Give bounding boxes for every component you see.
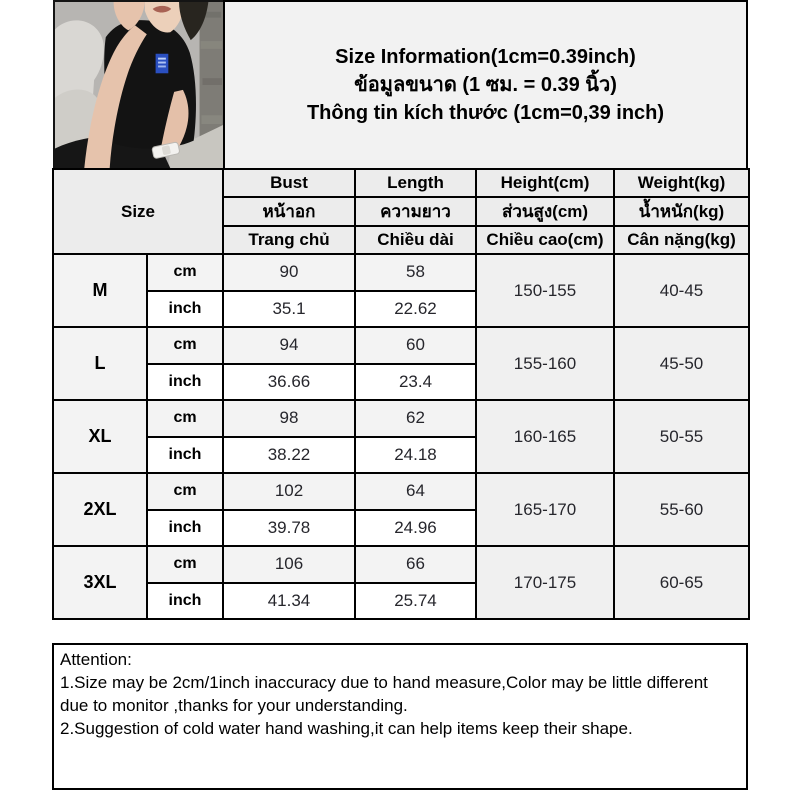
size-label: M xyxy=(53,254,147,327)
length-cm-value: 60 xyxy=(355,327,476,364)
bust-cm-value: 94 xyxy=(223,327,355,364)
table-row xyxy=(53,400,749,437)
height-range: 165-170 xyxy=(476,473,614,546)
weight-range: 55-60 xyxy=(614,473,749,546)
col-header-weight-vi: Cân nặng(kg) xyxy=(614,226,749,254)
title-box xyxy=(223,0,748,170)
col-header-bust-th: หน้าอก xyxy=(223,197,355,226)
bust-inch-value: 38.22 xyxy=(223,437,355,474)
col-header-length-en: Length xyxy=(355,169,476,197)
size-label: L xyxy=(53,327,147,400)
size-label: 3XL xyxy=(53,546,147,619)
table-row xyxy=(53,254,749,291)
bust-cm-value: 102 xyxy=(223,473,355,510)
attention-heading: Attention: xyxy=(60,650,132,669)
col-header-weight-th: น้ำหนัก(kg) xyxy=(614,197,749,226)
attention-note-1: 1.Size may be 2cm/1inch inaccuracy due to hand measure,Color may be little different due to monitor ,thanks for your understanding. xyxy=(60,673,708,715)
unit-label-cm: cm xyxy=(147,473,223,510)
bust-inch-value: 36.66 xyxy=(223,364,355,401)
col-header-bust-vi: Trang chủ xyxy=(223,226,355,254)
col-header-height-en: Height(cm) xyxy=(476,169,614,197)
size-table xyxy=(52,168,750,620)
header-row-en xyxy=(53,169,749,197)
height-range: 170-175 xyxy=(476,546,614,619)
length-inch-value: 24.96 xyxy=(355,510,476,547)
unit-label-inch: inch xyxy=(147,364,223,401)
attention-note-2: 2.Suggestion of cold water hand washing,it can help items keep their shape. xyxy=(60,719,633,738)
weight-range: 50-55 xyxy=(614,400,749,473)
bust-inch-value: 41.34 xyxy=(223,583,355,620)
unit-label-cm: cm xyxy=(147,254,223,291)
unit-label-inch: inch xyxy=(147,437,223,474)
length-cm-value: 62 xyxy=(355,400,476,437)
length-cm-value: 58 xyxy=(355,254,476,291)
col-header-weight-en: Weight(kg) xyxy=(614,169,749,197)
table-row xyxy=(53,473,749,510)
weight-range: 40-45 xyxy=(614,254,749,327)
length-inch-value: 22.62 xyxy=(355,291,476,328)
size-label: 2XL xyxy=(53,473,147,546)
length-inch-value: 25.74 xyxy=(355,583,476,620)
unit-label-inch: inch xyxy=(147,583,223,620)
col-header-length-th: ความยาว xyxy=(355,197,476,226)
model-photo-illustration xyxy=(55,2,223,168)
length-cm-value: 66 xyxy=(355,546,476,583)
bust-cm-value: 90 xyxy=(223,254,355,291)
product-photo xyxy=(53,0,225,170)
bust-cm-value: 106 xyxy=(223,546,355,583)
table-row xyxy=(53,546,749,583)
size-label: XL xyxy=(53,400,147,473)
col-header-height-vi: Chiều cao(cm) xyxy=(476,226,614,254)
table-row xyxy=(53,327,749,364)
weight-range: 60-65 xyxy=(614,546,749,619)
col-header-bust-en: Bust xyxy=(223,169,355,197)
size-header-cell: Size xyxy=(53,169,223,254)
bust-cm-value: 98 xyxy=(223,400,355,437)
length-cm-value: 64 xyxy=(355,473,476,510)
col-header-height-th: ส่วนสูง(cm) xyxy=(476,197,614,226)
weight-range: 45-50 xyxy=(614,327,749,400)
attention-box xyxy=(52,643,748,790)
bust-inch-value: 39.78 xyxy=(223,510,355,547)
unit-label-cm: cm xyxy=(147,546,223,583)
length-inch-value: 24.18 xyxy=(355,437,476,474)
unit-label-cm: cm xyxy=(147,400,223,437)
col-header-length-vi: Chiều dài xyxy=(355,226,476,254)
length-inch-value: 23.4 xyxy=(355,364,476,401)
title-vi: Thông tin kích thước (1cm=0,39 inch) xyxy=(306,102,665,124)
bust-inch-value: 35.1 xyxy=(223,291,355,328)
title-th: ข้อมูลขนาด (1 ซม. = 0.39 นิ้ว) xyxy=(354,74,617,96)
height-range: 160-165 xyxy=(476,400,614,473)
unit-label-cm: cm xyxy=(147,327,223,364)
unit-label-inch: inch xyxy=(147,510,223,547)
unit-label-inch: inch xyxy=(147,291,223,328)
height-range: 155-160 xyxy=(476,327,614,400)
height-range: 150-155 xyxy=(476,254,614,327)
title-en: Size Information(1cm=0.39inch) xyxy=(335,46,636,68)
